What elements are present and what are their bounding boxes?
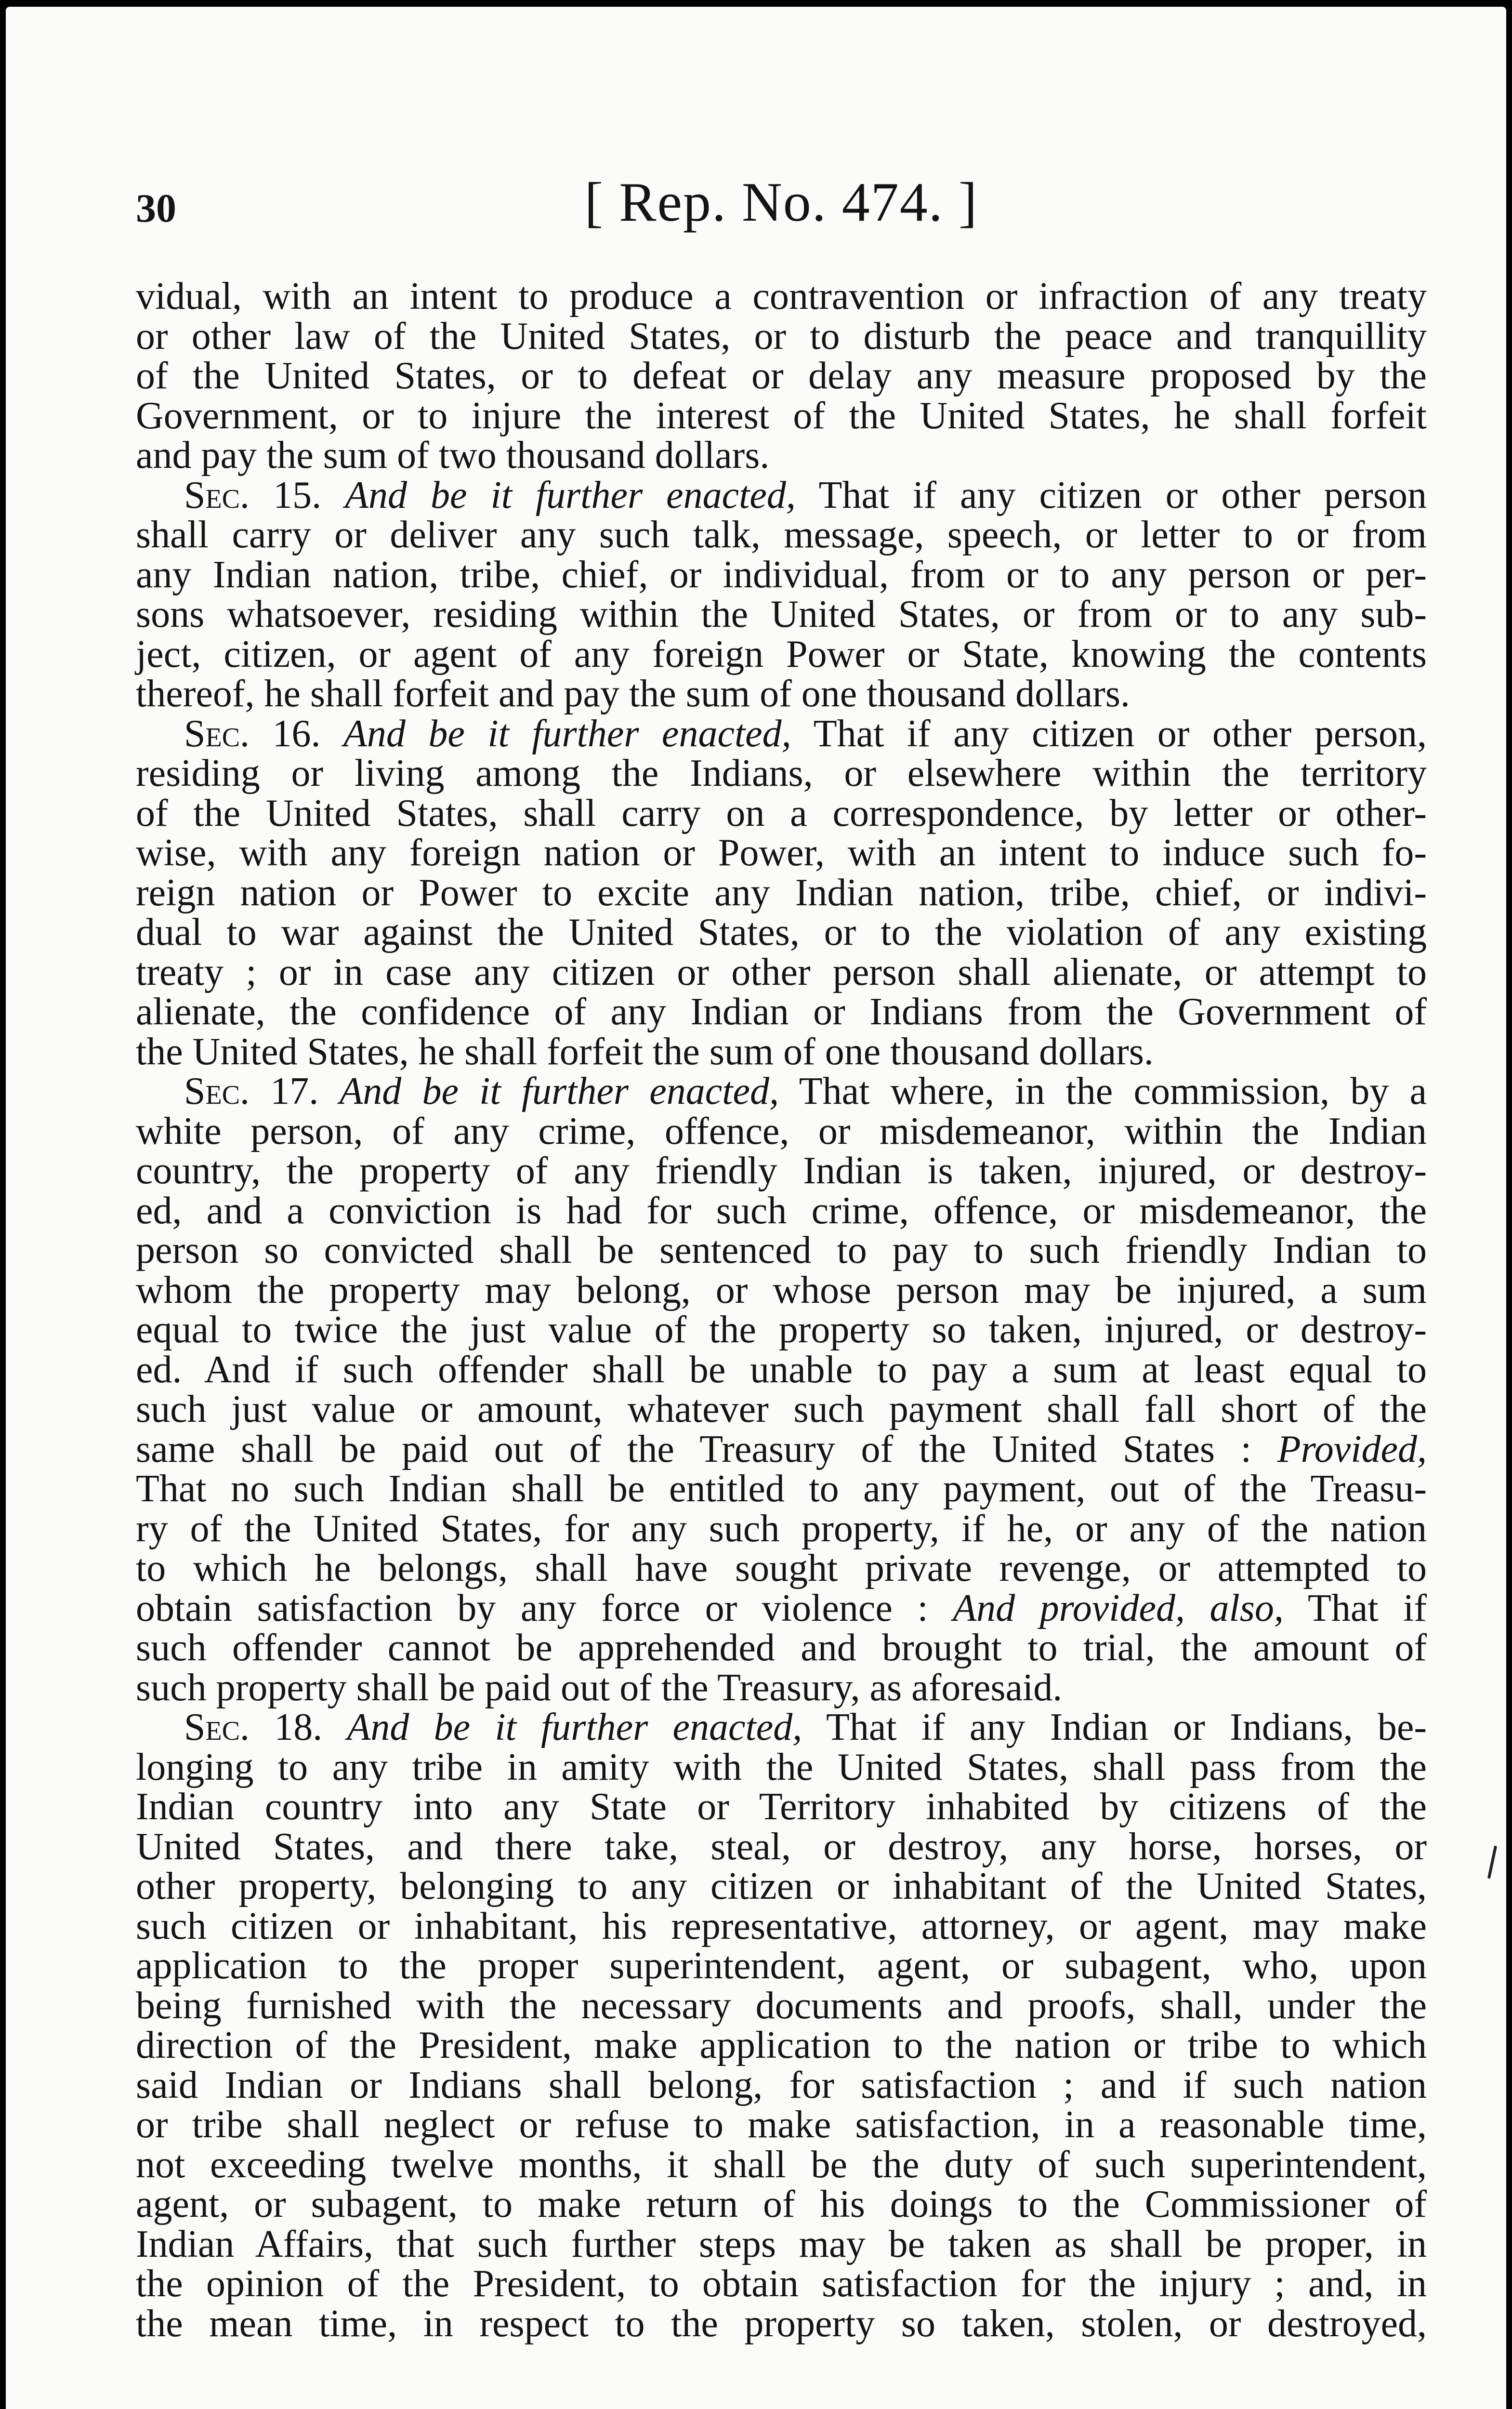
document-page bbox=[6, 7, 1506, 2409]
text-line: the United States, he shall forfeit the sum of one thousand dollars. bbox=[136, 1030, 1154, 1073]
text-line: Indian Affairs, that such further steps may be taken as shall be proper, in bbox=[136, 2223, 1427, 2265]
text-line: ject, citizen, or agent of any foreign Power or State, knowing the contents bbox=[136, 633, 1427, 675]
page-header bbox=[136, 171, 1427, 238]
text-line: alienate, the confidence of any Indian or Indians from the Government of bbox=[136, 991, 1427, 1033]
text-line: of the United States, or to defeat or delay any measure proposed by the bbox=[136, 355, 1427, 397]
page-number: 30 bbox=[136, 186, 176, 231]
text-line: equal to twice the just value of the property so taken, injured, or destroy- bbox=[136, 1309, 1427, 1351]
text-line: person so convicted shall be sentenced to pay to such friendly Indian to bbox=[136, 1229, 1427, 1271]
text-line: being furnished with the necessary documents and proofs, shall, under the bbox=[136, 1984, 1427, 2027]
text-line: of the United States, shall carry on a correspondence, by letter or other- bbox=[136, 792, 1427, 834]
text-line: and pay the sum of two thousand dollars. bbox=[136, 434, 770, 477]
text-line: longing to any tribe in amity with the United States, shall pass from the bbox=[136, 1746, 1427, 1788]
text-line: country, the property of any friendly Indian is taken, injured, or destroy- bbox=[136, 1150, 1427, 1192]
text-line: shall carry or deliver any such talk, message, speech, or letter to or from bbox=[136, 514, 1427, 556]
text-line: thereof, he shall forfeit and pay the sum of one thousand dollars. bbox=[136, 673, 1130, 715]
text-line: Government, or to injure the interest of the United States, he shall forfeit bbox=[136, 394, 1427, 437]
text-line: Sec. 16. And be it further enacted, That if any citizen or other person, bbox=[184, 712, 1427, 755]
text-line: Indian country into any State or Territory inhabited by citizens of the bbox=[136, 1786, 1427, 1828]
text-line: ed. And if such offender shall be unable to pay a sum at least equal to bbox=[136, 1348, 1427, 1391]
text-line: Sec. 15. And be it further enacted, That if any citizen or other person bbox=[184, 474, 1427, 516]
text-line: reign nation or Power to excite any Indian nation, tribe, chief, or indivi- bbox=[136, 871, 1427, 914]
text-line: That no such Indian shall be entitled to any payment, out of the Treasu- bbox=[136, 1468, 1427, 1510]
text-line: wise, with any foreign nation or Power, with an intent to induce such fo- bbox=[136, 832, 1427, 874]
text-line: vidual, with an intent to produce a contravention or infraction of any treaty bbox=[136, 275, 1427, 318]
text-line: any Indian nation, tribe, chief, or individual, from or to any person or per- bbox=[136, 553, 1427, 596]
text-line: obtain satisfaction by any force or violence : And provided, also, That if bbox=[136, 1587, 1427, 1629]
text-line: to which he belongs, shall have sought private revenge, or attempted to bbox=[136, 1547, 1427, 1589]
text-line: or tribe shall neglect or refuse to make satisfaction, in a reasonable time, bbox=[136, 2104, 1427, 2146]
text-line: sons whatsoever, residing within the United States, or from or to any sub- bbox=[136, 593, 1427, 635]
text-line: not exceeding twelve months, it shall be the duty of such superintendent, bbox=[136, 2143, 1427, 2186]
text-line: other property, belonging to any citizen or inhabitant of the United States, bbox=[136, 1865, 1427, 1907]
text-line: the opinion of the President, to obtain satisfaction for the injury ; and, in bbox=[136, 2263, 1427, 2305]
text-line: ed, and a conviction is had for such crime, offence, or misdemeanor, the bbox=[136, 1189, 1427, 1232]
text-line: said Indian or Indians shall belong, for satisfaction ; and if such nation bbox=[136, 2064, 1427, 2106]
text-line: direction of the President, make application to the nation or tribe to which bbox=[136, 2024, 1427, 2066]
body-text bbox=[136, 277, 1427, 2343]
text-line: the mean time, in respect to the property so taken, stolen, or destroyed, bbox=[136, 2302, 1427, 2345]
text-line: such just value or amount, whatever such payment shall fall short of the bbox=[136, 1388, 1427, 1430]
text-line: or other law of the United States, or to disturb the peace and tranquillity bbox=[136, 315, 1427, 357]
text-line: ry of the United States, for any such property, if he, or any of the nation bbox=[136, 1507, 1427, 1550]
text-line: such citizen or inhabitant, his representative, attorney, or agent, may make bbox=[136, 1905, 1427, 1947]
text-line: residing or living among the Indians, or elsewhere within the territory bbox=[136, 752, 1427, 794]
text-line: such property shall be paid out of the Treasury, as aforesaid. bbox=[136, 1666, 1063, 1709]
text-line: United States, and there take, steal, or destroy, any horse, horses, or bbox=[136, 1825, 1427, 1868]
running-head: [ Rep. No. 474. ] bbox=[584, 172, 978, 233]
text-line: same shall be paid out of the Treasury of the United States : Provided, bbox=[136, 1428, 1427, 1470]
text-line: dual to war against the United States, or to the violation of any existing bbox=[136, 911, 1427, 953]
text-line: white person, of any crime, offence, or misdemeanor, within the Indian bbox=[136, 1110, 1427, 1152]
text-line: application to the proper superintendent, agent, or subagent, who, upon bbox=[136, 1945, 1427, 1987]
text-line: agent, or subagent, to make return of his doings to the Commissioner of bbox=[136, 2183, 1427, 2225]
text-line: Sec. 18. And be it further enacted, That if any Indian or Indians, be- bbox=[184, 1706, 1427, 1748]
text-line: Sec. 17. And be it further enacted, That where, in the commission, by a bbox=[184, 1070, 1427, 1112]
text-line: such offender cannot be apprehended and brought to trial, the amount of bbox=[136, 1627, 1427, 1669]
text-line: treaty ; or in case any citizen or other person shall alienate, or attempt to bbox=[136, 951, 1427, 993]
text-line: whom the property may belong, or whose person may be injured, a sum bbox=[136, 1269, 1427, 1311]
